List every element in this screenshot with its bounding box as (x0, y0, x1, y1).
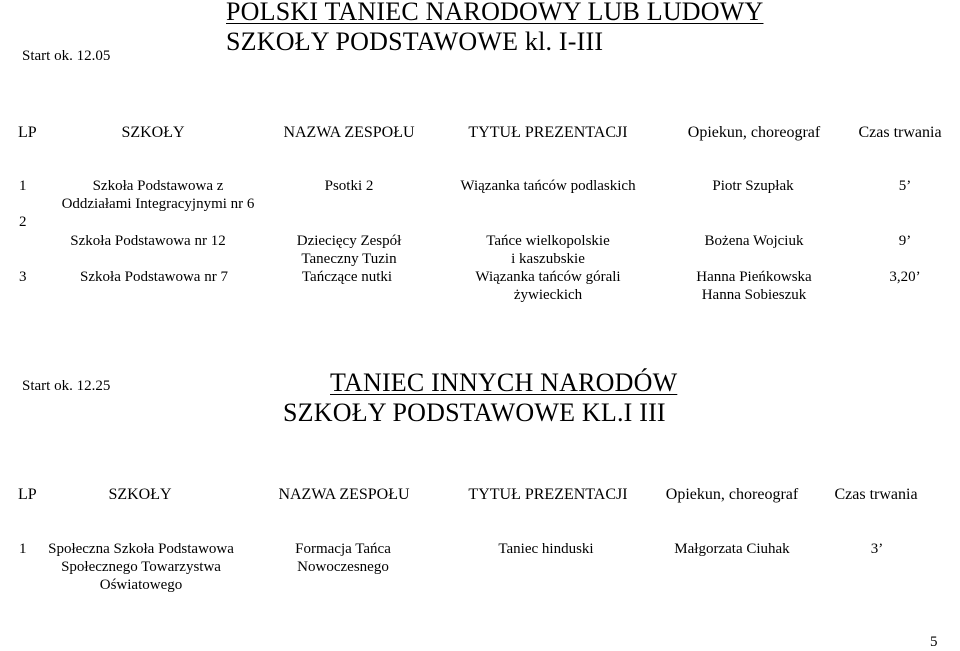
row-1-team: Psotki 2 (324, 178, 374, 194)
row-3-title-line-1: Wiązanka tańców górali (475, 269, 621, 285)
row-3-lp: 3 (19, 269, 27, 285)
section-1-title-line-1: POLSKI TANIEC NARODOWY LUB LUDOWY (226, 0, 764, 26)
section-2-title-line-1: TANIEC INNYCH NARODÓW (330, 368, 678, 397)
header-schools: SZKOŁY (121, 124, 185, 141)
row-3-school: Szkoła Podstawowa nr 7 (80, 269, 228, 285)
header-presentation-title: TYTUŁ PREZENTACJI (468, 124, 628, 141)
row-2-title-line-2: i kaszubskie (511, 251, 585, 267)
row-3-guardian-line-1: Hanna Pieńkowska (696, 269, 812, 285)
header-lp: LP (18, 486, 37, 503)
row-3-duration: 3,20’ (889, 269, 921, 285)
section-2-title-line-2: SZKOŁY PODSTAWOWE KL.I III (283, 398, 666, 427)
s2-row-1-duration: 3’ (870, 541, 884, 557)
page-number: 5 (930, 634, 938, 650)
s2-row-1-guardian: Małgorzata Ciuhak (674, 541, 790, 557)
header-team-name: NAZWA ZESPOŁU (278, 486, 410, 503)
s2-row-1-school-line-1: Społeczna Szkoła Podstawowa (48, 541, 234, 557)
row-3-team: Tańczące nutki (301, 269, 393, 285)
header-guardian: Opiekun, choreograf (665, 486, 799, 503)
row-1-title: Wiązanka tańców podlaskich (460, 178, 636, 194)
header-team-name: NAZWA ZESPOŁU (283, 124, 415, 141)
row-3-guardian-line-2: Hanna Sobieszuk (701, 287, 807, 303)
header-lp: LP (18, 124, 37, 141)
row-3-title-line-2: żywieckich (513, 287, 583, 303)
row-1-duration: 5’ (898, 178, 912, 194)
row-1-school-line-1: Szkoła Podstawowa z (92, 178, 224, 194)
row-2-title-line-1: Tańce wielkopolskie (486, 233, 610, 249)
section-1-title-line-2: SZKOŁY PODSTAWOWE kl. I-III (226, 27, 604, 56)
header-duration: Czas trwania (858, 124, 942, 141)
s2-row-1-team-line-2: Nowoczesnego (297, 559, 389, 575)
start-time-1: Start ok. 12.05 (22, 48, 111, 64)
start-time-2: Start ok. 12.25 (22, 378, 111, 394)
row-1-guardian: Piotr Szupłak (712, 178, 794, 194)
header-guardian: Opiekun, choreograf (687, 124, 821, 141)
row-2-team-line-1: Dziecięcy Zespół (296, 233, 402, 249)
s2-row-1-team-line-1: Formacja Tańca (295, 541, 391, 557)
row-1-lp: 1 (19, 178, 27, 194)
row-1-school-line-2: Oddziałami Integracyjnymi nr 6 (61, 196, 255, 212)
row-2-duration: 9’ (898, 233, 912, 249)
row-2-guardian: Bożena Wojciuk (704, 233, 804, 249)
header-duration: Czas trwania (834, 486, 918, 503)
header-presentation-title: TYTUŁ PREZENTACJI (468, 486, 628, 503)
row-2-team-line-2: Taneczny Tuzin (301, 251, 397, 267)
header-schools: SZKOŁY (108, 486, 172, 503)
s2-row-1-school-line-3: Oświatowego (99, 577, 183, 593)
s2-row-1-lp: 1 (19, 541, 27, 557)
s2-row-1-school-line-2: Społecznego Towarzystwa (61, 559, 221, 575)
row-2-lp: 2 (19, 214, 27, 230)
row-2-school: Szkoła Podstawowa nr 12 (70, 233, 226, 249)
s2-row-1-title: Taniec hinduski (498, 541, 594, 557)
